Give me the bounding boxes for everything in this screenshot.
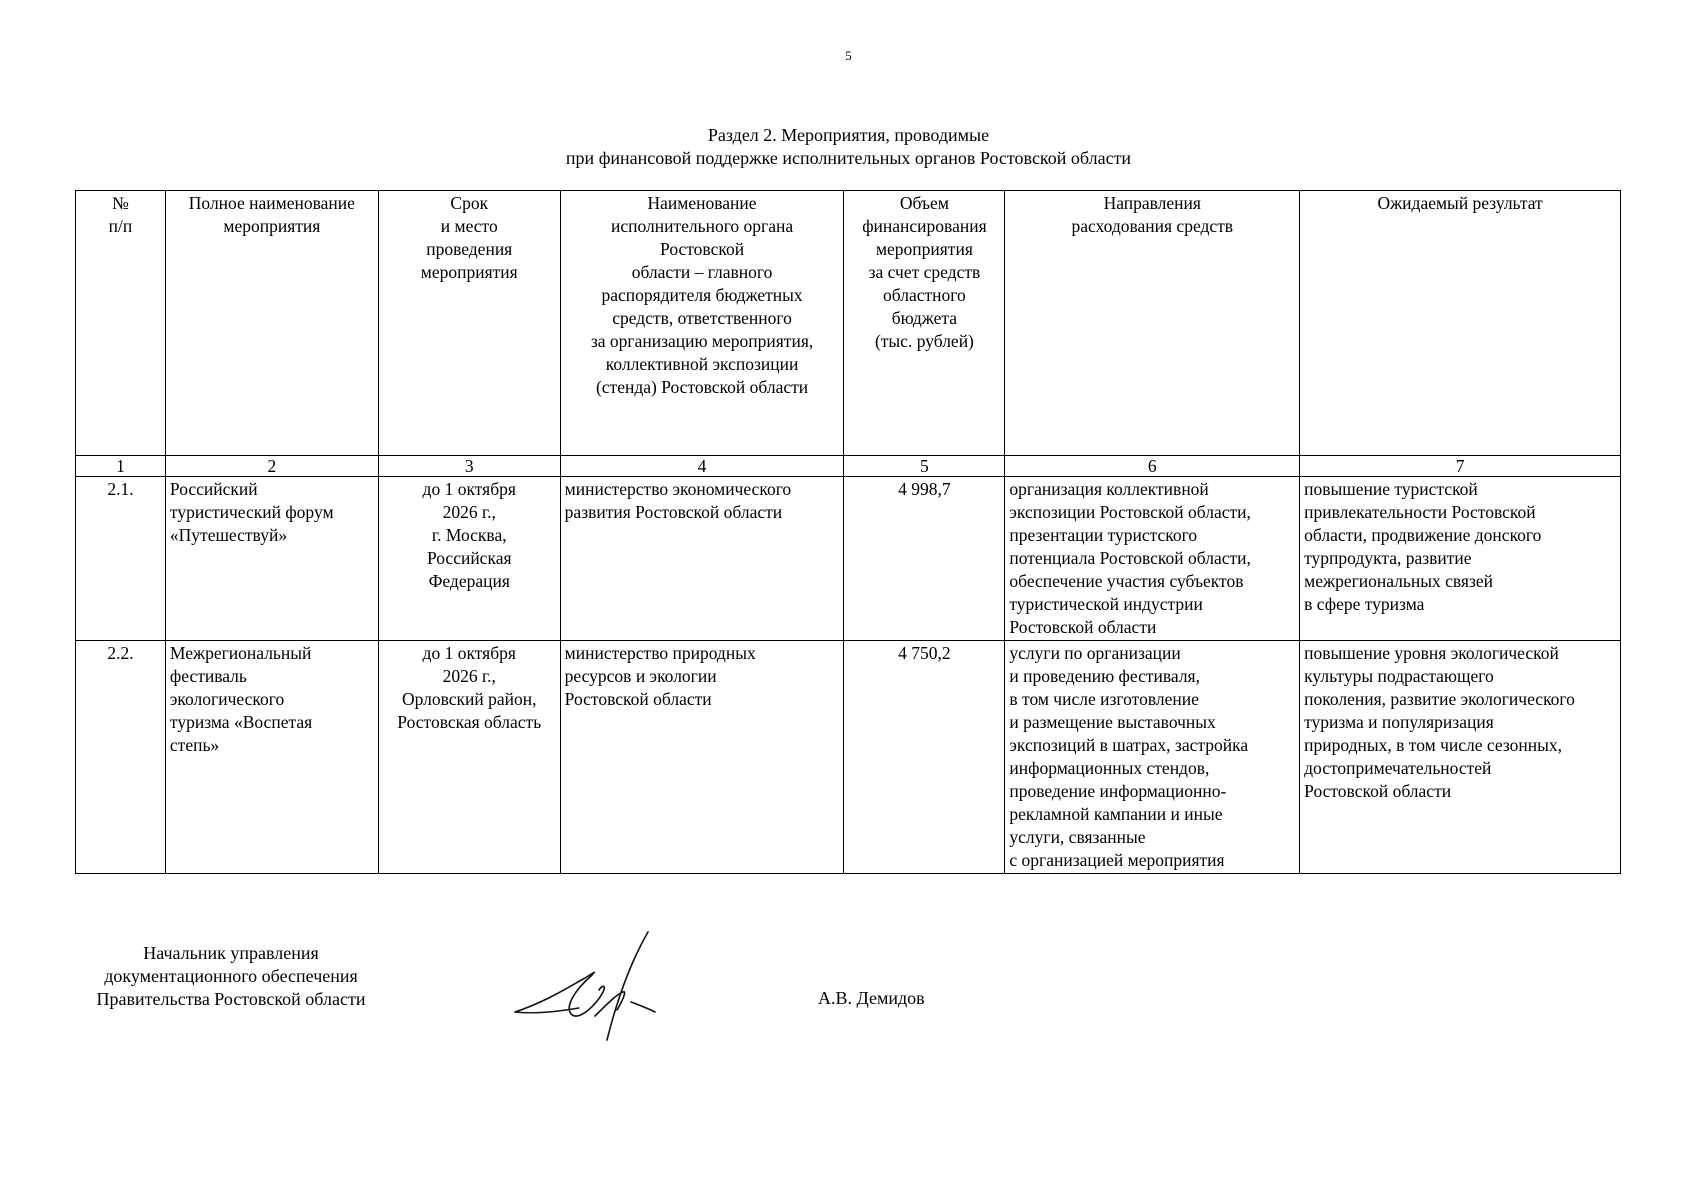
event-amount: 4 750,2 [844, 641, 1005, 874]
event-organ: министерство экономического развития Ростовской области [560, 477, 844, 641]
event-name: Межрегиональный фестиваль экологического туризма «Воспетая степь» [165, 641, 378, 874]
column-number: 7 [1300, 456, 1621, 477]
event-name: Российский туристический форум «Путешествуй» [165, 477, 378, 641]
column-number: 1 [76, 456, 166, 477]
events-table [75, 190, 1621, 874]
event-term-place: до 1 октября 2026 г., г. Москва, Российская Федерация [378, 477, 560, 641]
column-numbers-row [76, 456, 1621, 477]
column-header-term-place: Срок и место проведения мероприятия [378, 191, 560, 456]
event-result: повышение уровня экологической культуры подрастающего поколения, развитие экологического туризма и популяризация природных, в том числе сезонных, достопримечательностей Ростовской области [1300, 641, 1621, 874]
column-header-name: Полное наименование мероприятия [165, 191, 378, 456]
signatory-position-line: Правительства Ростовской области [96, 989, 366, 1009]
column-header-directions: Направления расходования средств [1005, 191, 1300, 456]
section-title-line: при финансовой поддержке исполнительных органов Ростовской области [565, 148, 1132, 168]
signatory-position-line: документационного обеспечения [104, 966, 358, 986]
event-directions: организация коллективной экспозиции Ростовской области, презентации туристского потенциала Ростовской области, обеспечение участия субъектов туристической индустрии Ростовской области [1005, 477, 1300, 641]
handwritten-signature [505, 930, 705, 1045]
event-amount: 4 998,7 [844, 477, 1005, 641]
section-title [0, 124, 1697, 170]
column-header-result: Ожидаемый результат [1300, 191, 1621, 456]
event-result: повышение туристской привлекательности Ростовской области, продвижение донского турпродукта, развитие межрегиональных связей в сфере туризма [1300, 477, 1621, 641]
event-organ: министерство природных ресурсов и экологии Ростовской области [560, 641, 844, 874]
event-directions: услуги по организации и проведению фестиваля, в том числе изготовление и размещение выставочных экспозиций в шатрах, застройка информационных стендов, проведение информационно- рекламной кампании и иные услуги, связанные с организацией мероприятия [1005, 641, 1300, 874]
table-header-row [76, 191, 1621, 456]
column-number: 2 [165, 456, 378, 477]
column-header-organ: Наименование исполнительного органа Ростовской области – главного распорядителя бюджетных средств, ответственного за организацию мероприятия, коллективной экспозиции (стенда) Ростовской области [560, 191, 844, 456]
column-header-amount: Объем финансирования мероприятия за счет средств областного бюджета (тыс. рублей) [844, 191, 1005, 456]
column-number: 6 [1005, 456, 1300, 477]
column-number: 3 [378, 456, 560, 477]
signatory-position-line: Начальник управления [143, 943, 319, 963]
row-number: 2.1. [76, 477, 166, 641]
column-number: 5 [844, 456, 1005, 477]
row-number: 2.2. [76, 641, 166, 874]
page-number: 5 [845, 48, 852, 63]
column-number: 4 [560, 456, 844, 477]
table-row [76, 641, 1621, 874]
signatory-position [76, 942, 386, 1011]
section-title-line: Раздел 2. Мероприятия, проводимые [707, 125, 990, 145]
signatory-name: А.В. Демидов [818, 988, 925, 1008]
table-row [76, 477, 1621, 641]
column-header-number: № п/п [76, 191, 166, 456]
event-term-place: до 1 октября 2026 г., Орловский район, Ростовская область [378, 641, 560, 874]
